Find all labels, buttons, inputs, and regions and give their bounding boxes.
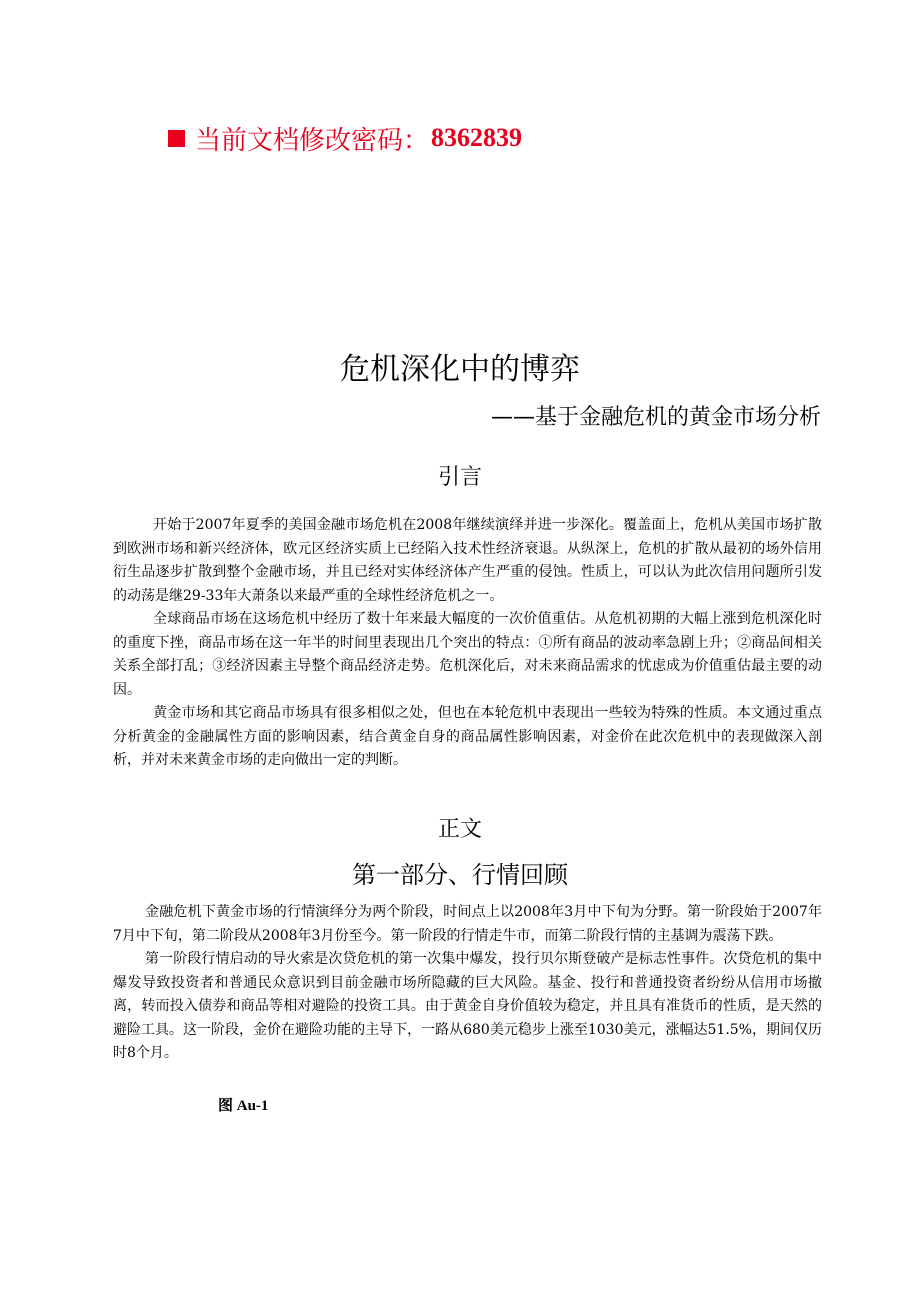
body-heading: 正文 — [437, 817, 482, 842]
intro-paragraph: 开始于2007年夏季的美国金融市场危机在2008年继续演绎并进一步深化。覆盖面上，危机从美国市场扩散到欧洲市场和新兴经济体，欧元区经济实质上已经陷入技术性经济衰退。从纵深上，危机的扩散从最初的场外信用衍生品逐步扩散到整个金融市场，并且已经对实体经济体产生严重的侵蚀。性质上，可以认为此次信用问题所引发的动荡是继29-33年大萧条以来最严重的全球性经济危机之一。 — [113, 517, 822, 604]
square-bullet-icon — [168, 130, 185, 147]
intro-heading: 引言 — [437, 465, 482, 490]
password-notice-label: 当前文档修改密码： — [195, 125, 430, 156]
part1-section — [113, 901, 822, 1066]
part1-heading: 第一部分、行情回顾 — [352, 861, 568, 889]
part1-paragraph: 金融危机下黄金市场的行情演绎分为两个阶段，时间点上以2008年3月中下旬为分野。第一阶段始于2007年7月中下旬，第二阶段从2008年3月份至今。第一阶段的行情走牛市，而第二阶段行情的主基调为震荡下跌。 — [113, 904, 822, 944]
intro-paragraph: 黄金市场和其它商品市场具有很多相似之处，但也在本轮危机中表现出一些较为特殊的性质。本文通过重点分析黄金的金融属性方面的影响因素，结合黄金自身的商品属性影响因素，对金价在此次危机中的表现做深入剖析，并对未来黄金市场的走向做出一定的判断。 — [113, 705, 822, 768]
intro-paragraph: 全球商品市场在这场危机中经历了数十年来最大幅度的一次价值重估。从危机初期的大幅上涨到危机深化时的重度下挫，商品市场在这一年半的时间里表现出几个突出的特点：①所有商品的波动率急剧上升；②商品间相关关系全部打乱；③经济因素主导整个商品经济走势。危机深化后，对未来商品需求的忧虑成为价值重估最主要的动因。 — [113, 611, 822, 698]
figure-label: 图 Au-1 — [218, 1098, 269, 1114]
password-code: 8362839 — [431, 123, 523, 152]
document-subtitle: ——基于金融危机的黄金市场分析 — [490, 405, 821, 430]
part1-paragraph: 第一阶段行情启动的导火索是次贷危机的第一次集中爆发，投行贝尔斯登破产是标志性事件。次贷危机的集中爆发导致投资者和普通民众意识到目前金融市场所隐藏的巨大风险。基金、投行和普通投资者纷纷从信用市场撤离，转而投入债券和商品等相对避险的投资工具。由于黄金自身价值较为稳定，并且具有准货币的性质，是天然的避险工具。这一阶段，金价在避险功能的主导下，一路从680美元稳步上涨至1030美元，涨幅达51.5%，期间仅历时8个月。 — [113, 951, 822, 1061]
intro-section — [113, 514, 822, 773]
password-notice — [168, 118, 522, 158]
document-title: 危机深化中的博弈 — [340, 352, 580, 387]
